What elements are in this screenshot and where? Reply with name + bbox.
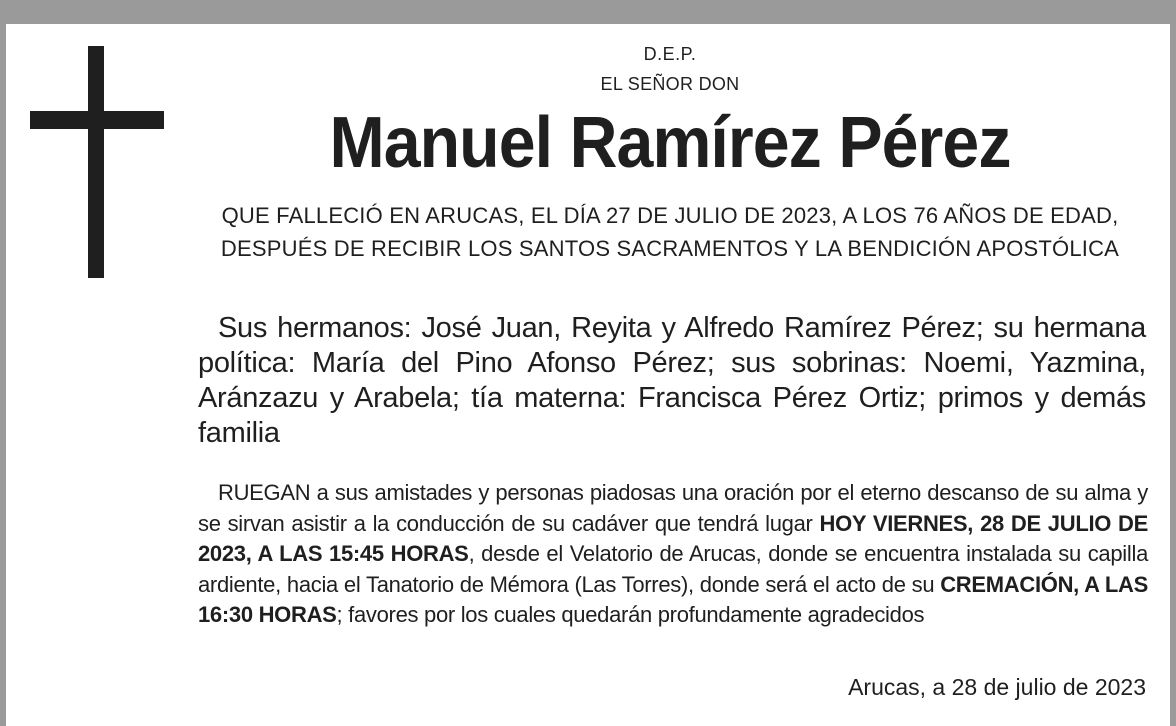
ruegan-text-2: , desde el Velatorio de Arucas, donde se encuentra instalada su capilla ardiente, hacia el Tanatorio de Mémora (Las Torres), donde será el acto de su bbox=[198, 541, 1149, 597]
dep-heading: D.E.P. bbox=[643, 44, 697, 64]
ruegan-text-1: RUEGAN a sus amistades y personas piadosas una oración por el eterno descanso de su alma y se sirvan asistir a la conducción de su cadáver que tendrá lugar bbox=[198, 480, 1148, 536]
place-date-line: Arucas, a 28 de julio de 2023 bbox=[848, 674, 1146, 700]
cross-icon bbox=[88, 46, 104, 278]
service-datetime: HOY VIERNES, 28 DE JULIO DE 2023, A LAS 15:45 HORAS bbox=[198, 510, 1148, 566]
ruegan-text-3: ; favores por los cuales quedarán profundamente agradecidos bbox=[336, 602, 925, 627]
family-paragraph: Sus hermanos: José Juan, Reyita y Alfredo Ramírez Pérez; su hermana política: María del Pino Afonso Pérez; sus sobrinas: Noemi, Yazmina, Aránzazu y Arabela; tía materna: Francisca Pérez Ortiz; primos y demás familia bbox=[198, 312, 1146, 449]
funeral-details-paragraph bbox=[198, 478, 1148, 631]
cross-icon-bar bbox=[30, 111, 164, 129]
deceased-name: Manuel Ramírez Pérez bbox=[329, 103, 1011, 183]
cremation-time: CREMACIÓN, A LAS 16:30 HORAS bbox=[198, 571, 1148, 627]
death-statement: QUE FALLECIÓ EN ARUCAS, EL DÍA 27 DE JULIO DE 2023, A LOS 76 AÑOS DE EDAD, DESPUÉS DE RECIBIR LOS SANTOS SACRAMENTOS Y LA BENDICIÓN APOSTÓLICA bbox=[220, 203, 1120, 261]
title-line: EL SEÑOR DON bbox=[600, 74, 740, 94]
